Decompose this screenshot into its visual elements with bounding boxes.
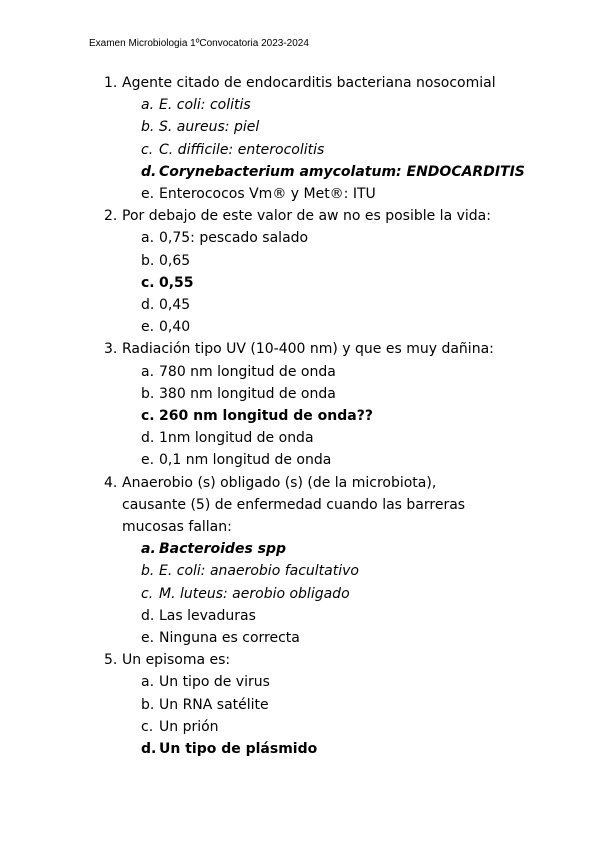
- option-text: E. coli: colitis: [159, 97, 251, 114]
- question-number: 3.: [104, 341, 118, 358]
- option-text: Ninguna es correcta: [159, 630, 300, 646]
- option-text: 1nm longitud de onda: [159, 430, 314, 447]
- option-text: 380 nm longitud de onda: [159, 385, 336, 402]
- option-text: C. difficile: enterocolitis: [159, 141, 325, 158]
- option-letter: b.: [141, 696, 155, 713]
- option-text: Un RNA satélite: [159, 696, 269, 713]
- option-text: 0,1 nm longitud de onda: [159, 452, 332, 469]
- option-text: 0,40: [159, 319, 191, 336]
- option-letter: a.: [141, 363, 155, 380]
- option-letter: e.: [141, 319, 155, 336]
- option-text: 0,55: [159, 274, 194, 291]
- option-letter: d.: [141, 297, 155, 313]
- option-text: 0,65: [159, 252, 191, 269]
- option-text: M. luteus: aerobio obligado: [159, 585, 350, 602]
- option-letter: c.: [141, 585, 154, 602]
- question-text: Agente citado de endocarditis bacteriana nosocomial: [122, 75, 496, 91]
- option-letter: d.: [141, 430, 155, 447]
- question-number: 2.: [104, 208, 118, 225]
- option-letter: c.: [141, 274, 155, 291]
- option-letter: d.: [141, 163, 157, 180]
- option-letter: b.: [141, 385, 155, 402]
- option-letter: b.: [141, 252, 155, 269]
- option-text: 0,45: [159, 297, 191, 313]
- option-letter: c.: [141, 408, 155, 424]
- option-letter: a.: [141, 541, 156, 558]
- question-text: mucosas fallan:: [122, 519, 232, 535]
- question-text: Anaerobio (s) obligado (s) (de la microbiota),: [122, 474, 437, 491]
- option-letter: a.: [141, 97, 155, 114]
- option-letter: e.: [141, 630, 155, 646]
- option-letter: c.: [141, 718, 154, 735]
- option-text: 780 nm longitud de onda: [159, 363, 336, 380]
- option-letter: b.: [141, 563, 155, 580]
- option-letter: d.: [141, 741, 157, 757]
- option-letter: a.: [141, 230, 155, 247]
- question-number: 5.: [104, 652, 118, 669]
- question-number: 1.: [104, 75, 118, 91]
- option-text: Un prión: [159, 718, 219, 735]
- option-letter: b.: [141, 119, 155, 136]
- question-number: 4.: [104, 474, 118, 491]
- option-text: 0,75: pescado salado: [159, 230, 309, 247]
- option-text: 260 nm longitud de onda??: [159, 408, 373, 424]
- option-text: Un tipo de plásmido: [159, 741, 318, 757]
- option-text: E. coli: anaerobio facultativo: [159, 563, 359, 580]
- option-letter: e.: [141, 452, 155, 469]
- option-text: Corynebacterium amycolatum: ENDOCARDITIS: [159, 163, 525, 180]
- option-text: Las levaduras: [159, 607, 256, 624]
- question-text: Un episoma es:: [122, 652, 231, 669]
- question-text: Radiación tipo UV (10-400 nm) y que es muy dañina:: [122, 341, 494, 358]
- option-letter: e.: [141, 186, 155, 202]
- option-letter: c.: [141, 141, 154, 158]
- option-letter: a.: [141, 674, 155, 691]
- option-text: Enterococos Vm® y Met®: ITU: [159, 186, 376, 202]
- question-text: causante (5) de enfermedad cuando las barreras: [122, 496, 466, 513]
- document-header: Examen Microbiologia 1ºConvocatoria 2023-2024: [89, 38, 309, 49]
- option-letter: d.: [141, 607, 155, 624]
- option-text: Bacteroides spp: [159, 541, 287, 558]
- option-text: Un tipo de virus: [159, 674, 270, 691]
- option-text: S. aureus: piel: [159, 119, 260, 136]
- question-text: Por debajo de este valor de aw no es posible la vida:: [122, 208, 491, 225]
